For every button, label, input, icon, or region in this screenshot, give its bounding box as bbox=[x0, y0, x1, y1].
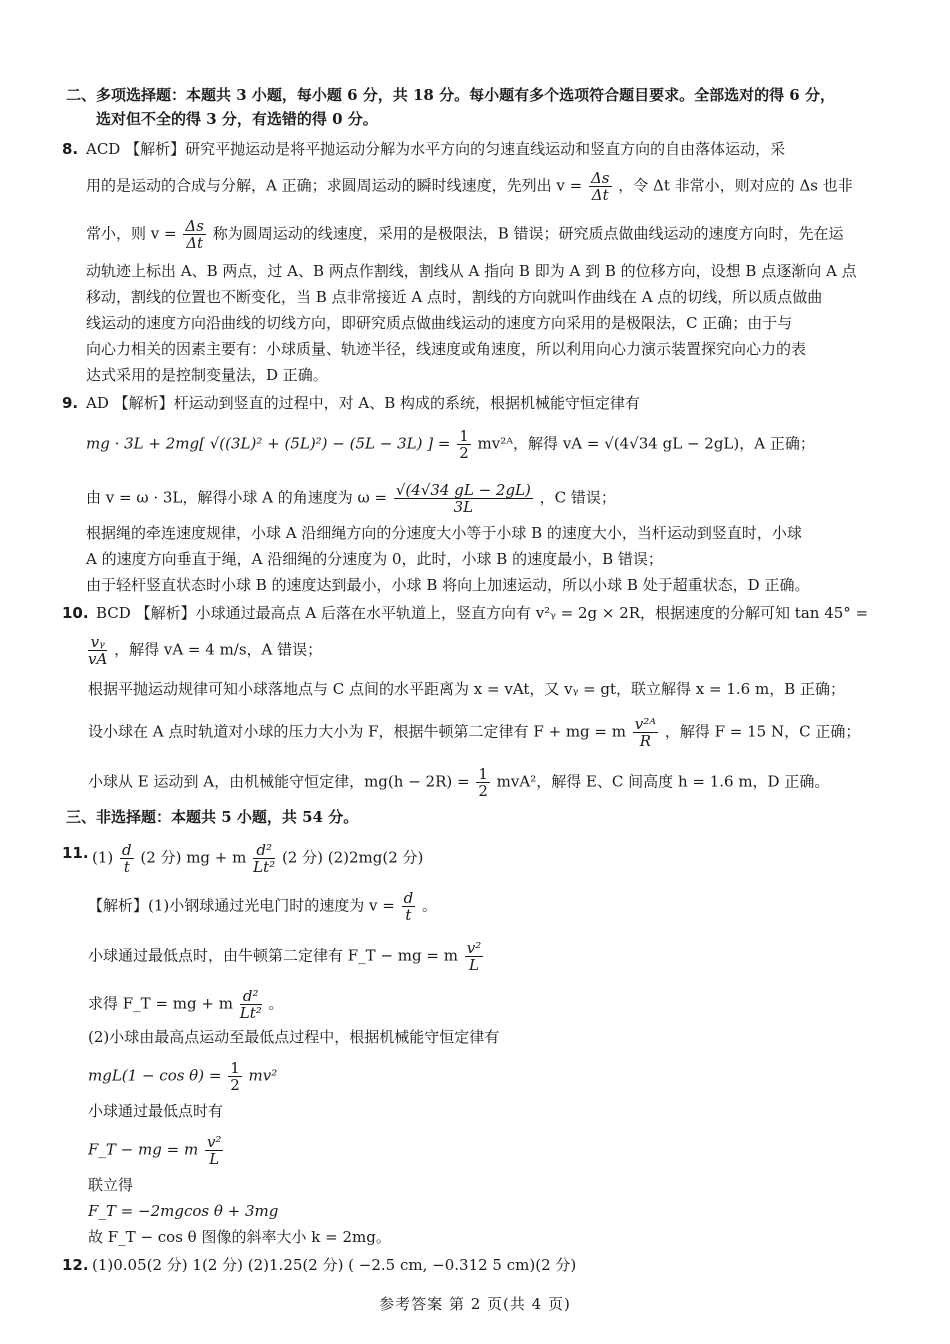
q11-l4: (2)小球由最高点运动至最低点过程中，根据机械能守恒定律有 bbox=[88, 1028, 500, 1046]
q8-line4: 动轨迹上标出 A、B 两点，过 A、B 两点作割线，割线从 A 指向 B 即为 A 到 B 的位移方向，设想 B 点逐渐向 A 点 bbox=[86, 262, 857, 280]
q11-l10: 故 F_T − cos θ 图像的斜率大小 k = 2mg。 bbox=[88, 1228, 391, 1246]
q8-line7: 向心力相关的因素主要有：小球质量、轨迹半径，线速度或角速度，所以利用向心力演示装置探究向心力的表 bbox=[86, 340, 807, 358]
q11-l9: F_T = −2mgcos θ + 3mg bbox=[88, 1202, 279, 1220]
q9-omega-num: √(4√34 gL − 2gL) bbox=[395, 481, 531, 499]
q11-l3-b: 。 bbox=[268, 994, 284, 1013]
q9-line1: AD 【解析】杆运动到竖直的过程中，对 A、B 构成的系统，根据机械能守恒定律有 bbox=[86, 394, 641, 412]
q8-frac2-num: Δs bbox=[185, 217, 204, 235]
q10-line2 bbox=[86, 634, 888, 667]
q8-number: 8. bbox=[62, 140, 79, 158]
q10-line5-a: 小球从 E 运动到 A，由机械能守恒定律，mg(h − 2R) = bbox=[88, 772, 470, 791]
q8-line3 bbox=[86, 218, 888, 251]
q11-l6: 小球通过最低点时有 bbox=[88, 1102, 224, 1120]
q11-l3-num: d² bbox=[240, 988, 262, 1005]
q11-l3-den: Lt² bbox=[239, 1004, 262, 1022]
q11-l1-num: d bbox=[403, 889, 414, 907]
q10-number: 10. bbox=[62, 604, 89, 622]
q11-ans-f1-num: d bbox=[122, 841, 132, 859]
q10-line4-den: R bbox=[639, 732, 652, 750]
q8-frac2-den: Δt bbox=[186, 234, 204, 252]
q9-eq1-b: mv²ᴬ，解得 vA = √(4√34 gL − 2gL)，A 正确； bbox=[477, 434, 815, 453]
q11-l5-b: mv² bbox=[248, 1066, 278, 1085]
q11-l2-den: L bbox=[469, 956, 479, 974]
q11-l2-frac bbox=[465, 940, 484, 973]
q11-l5-den: 2 bbox=[230, 1076, 240, 1094]
q9-number: 9. bbox=[62, 394, 79, 412]
q10-frac-num: vᵧ bbox=[88, 634, 107, 651]
q9-equation-energy bbox=[86, 428, 888, 461]
q11-l7-a: F_T − mg = m bbox=[88, 1140, 199, 1159]
q9-half-fraction bbox=[457, 428, 471, 461]
q11-l1-den: t bbox=[405, 906, 412, 924]
q8-line1: ACD 【解析】研究平抛运动是将平抛运动分解为水平方向的匀速直线运动和竖直方向的自由落体运动，采 bbox=[86, 140, 786, 158]
q8-frac-den: Δt bbox=[591, 186, 609, 204]
q11-l2-a: 小球通过最低点时，由牛顿第二定律有 F_T − mg = m bbox=[88, 946, 458, 965]
q10-tan-fraction bbox=[88, 634, 107, 667]
q10-line4-a: 设小球在 A 点时轨道对小球的压力大小为 F，根据牛顿第二定律有 F + mg = m bbox=[88, 722, 626, 741]
q11-answers bbox=[92, 842, 888, 875]
q8-frac-num: Δs bbox=[590, 169, 610, 187]
q11-l2 bbox=[88, 940, 888, 973]
q11-ans-f2-den: Lt² bbox=[253, 858, 276, 876]
q10-line5 bbox=[88, 766, 888, 799]
q11-l7-num: v² bbox=[206, 1133, 222, 1151]
q10-line5-num: 1 bbox=[478, 765, 488, 783]
q8-line8: 达式采用的是控制变量法，D 正确。 bbox=[86, 366, 328, 384]
q11-ans-f2-num: d² bbox=[253, 842, 275, 859]
q10-newton-fraction bbox=[633, 716, 658, 749]
q9-eq2-a: 由 v = ω · 3L，解得小球 A 的角速度为 ω = bbox=[86, 488, 388, 507]
q11-l7-den: L bbox=[209, 1150, 220, 1168]
q10-line3: 根据平抛运动规律可知小球落地点与 C 点间的水平距离为 x = vAt，又 vᵧ = gt，联立解得 x = 1.6 m，B 正确； bbox=[88, 680, 846, 698]
q10-line5-b: mvA²，解得 E、C 间高度 h = 1.6 m，D 正确。 bbox=[496, 772, 830, 791]
q11-ans-b: (2 分) mg + m bbox=[140, 848, 247, 867]
q9-line4: 由于轻杆竖直状态时小球 B 的速度达到最小，小球 B 将向上加速运动，所以小球 B 处于超重状态，D 正确。 bbox=[86, 576, 810, 594]
q11-ans-f1-den: t bbox=[123, 858, 130, 876]
q8-line3-a: 常小，则 v = bbox=[86, 224, 177, 243]
q10-line4-num: v²ᴬ bbox=[634, 715, 657, 733]
q11-ans-frac2 bbox=[253, 842, 275, 875]
q9-line3: A 的速度方向垂直于绳，A 沿细绳的分速度为 0，此时，小球 B 的速度最小，B 错误； bbox=[86, 550, 663, 568]
q11-l1-frac bbox=[402, 890, 416, 923]
q11-l5-frac bbox=[228, 1060, 242, 1093]
q12-number: 12. bbox=[62, 1256, 89, 1274]
q11-l8: 联立得 bbox=[88, 1176, 134, 1194]
q8-fraction-ds-dt-2 bbox=[183, 218, 206, 251]
q8-line6: 线运动的速度方向沿曲线的切线方向，即研究质点做曲线运动的速度方向采用的是极限法，C 正确；由于与 bbox=[86, 314, 793, 332]
q11-ans-frac1 bbox=[120, 842, 134, 875]
q11-l1-b: 。 bbox=[422, 896, 438, 915]
q10-line4-b: ，解得 F = 15 N，C 正确； bbox=[664, 722, 861, 741]
q10-half-fraction bbox=[476, 766, 490, 799]
section-2-title-cont: 选对但不全的得 3 分，有选错的得 0 分。 bbox=[96, 110, 378, 128]
q11-l3-frac bbox=[240, 988, 262, 1021]
q11-l1-a: 【解析】(1)小钢球通过光电门时的速度为 v = bbox=[88, 896, 395, 915]
q11-ans-a: (1) bbox=[92, 848, 114, 867]
q8-line2-b: ，令 Δt 非常小，则对应的 Δs 也非 bbox=[618, 176, 853, 195]
q10-line1: BCD 【解析】小球通过最高点 A 后落在水平轨道上，竖直方向有 v²ᵧ = 2g × 2R，根据速度的分解可知 tan 45° = bbox=[96, 604, 869, 622]
q11-ans-c: (2 分) (2)2mg(2 分) bbox=[281, 848, 424, 867]
q12-line1: (1)0.05(2 分) 1(2 分) (2)1.25(2 分) ( −2.5 cm, −0.312 5 cm)(2 分) bbox=[92, 1256, 577, 1274]
q11-number: 11. bbox=[62, 844, 89, 862]
q11-l5-num: 1 bbox=[230, 1059, 240, 1077]
q10-line5-den: 2 bbox=[478, 782, 488, 800]
q9-omega-den: 3L bbox=[453, 498, 474, 516]
page-footer: 参考答案 第 2 页(共 4 页) bbox=[379, 1295, 571, 1313]
q10-line4 bbox=[88, 716, 888, 749]
q11-l3-a: 求得 F_T = mg + m bbox=[88, 994, 233, 1013]
q9-eq1-a: mg · 3L + 2mg[ √((3L)² + (5L)²) − (5L − 3L) ] = bbox=[86, 434, 451, 453]
q9-half-den: 2 bbox=[459, 444, 469, 462]
q11-l7-frac bbox=[205, 1134, 224, 1167]
q8-line2-a: 用的是运动的合成与分解，A 正确；求圆周运动的瞬时线速度，先列出 v = bbox=[86, 176, 583, 195]
q9-eq2-b: ，C 错误； bbox=[539, 488, 616, 507]
q11-l1 bbox=[88, 890, 888, 923]
q9-line2: 根据绳的牵连速度规律，小球 A 沿细绳方向的分速度大小等于小球 B 的速度大小，当杆运动到竖直时，小球 bbox=[86, 524, 802, 542]
q8-fraction-ds-dt bbox=[589, 170, 612, 203]
q9-omega-fraction bbox=[394, 482, 533, 515]
q11-l5 bbox=[88, 1060, 888, 1093]
q9-equation-omega bbox=[86, 482, 888, 515]
q10-line2-b: ，解得 vA = 4 m/s，A 错误； bbox=[114, 640, 323, 659]
section-3-title: 三、非选择题：本题共 5 小题，共 54 分。 bbox=[66, 808, 359, 826]
q9-half-num: 1 bbox=[459, 427, 469, 445]
q11-l2-num: v² bbox=[466, 939, 482, 957]
q8-line3-b: 称为圆周运动的线速度，采用的是极限法，B 错误；研究质点做曲线运动的速度方向时，先在运 bbox=[212, 224, 844, 243]
q8-line5: 移动，割线的位置也不断变化，当 B 点非常接近 A 点时，割线的方向就叫作曲线在 A 点的切线，所以质点做曲 bbox=[86, 288, 823, 306]
q11-l3 bbox=[88, 988, 888, 1021]
q11-l5-a: mgL(1 − cos θ) = bbox=[88, 1066, 222, 1085]
q8-line2 bbox=[86, 170, 888, 203]
q11-l7 bbox=[88, 1134, 888, 1167]
section-2-title: 二、多项选择题：本题共 3 小题，每小题 6 分，共 18 分。每小题有多个选项符合题目要求。全部选对的得 6 分， bbox=[66, 86, 835, 104]
q10-frac-den: vA bbox=[88, 650, 108, 668]
